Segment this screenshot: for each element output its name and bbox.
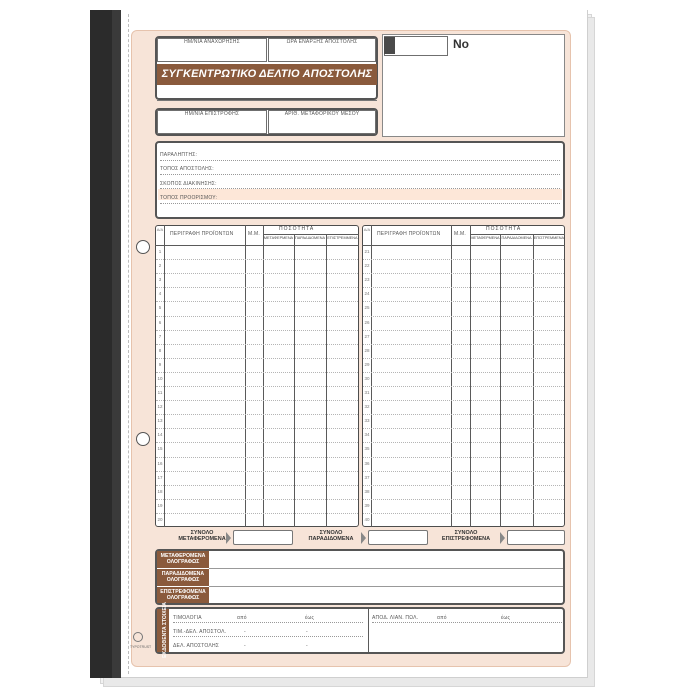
table-row[interactable] [165, 359, 358, 371]
row-number: 23 [364, 277, 370, 282]
retail-from-label: από [437, 615, 447, 621]
total-type: ΠΑΡΑΔΙΔΟΜΕΝΑ [308, 536, 354, 542]
row-number: 39 [364, 503, 370, 508]
shipment-start-time-label: ΩΡΑ ΕΝΑΡΞΗΣ ΑΠΟΣΤΟΛΗΣ [286, 39, 358, 45]
invoices-from-label: από [237, 615, 247, 621]
form-title: ΣΥΓΚΕΝΤΡΩΤΙΚΟ ΔΕΛΤΙΟ ΑΠΟΣΤΟΛΗΣ [157, 64, 377, 85]
row-number: 1 [158, 249, 162, 254]
table-row[interactable] [165, 514, 358, 526]
table-row[interactable] [165, 302, 358, 314]
table-row[interactable] [165, 260, 358, 272]
row-number: 10 [157, 376, 163, 381]
table-row[interactable] [165, 246, 358, 258]
table-row[interactable] [372, 317, 564, 329]
row-number: 5 [158, 305, 162, 310]
recipient-label: ΠΑΡΑΛΗΠΤΗΣ: [160, 152, 198, 158]
table-row[interactable] [165, 401, 358, 413]
row-number: 32 [364, 404, 370, 409]
transport-purpose-label: ΣΚΟΠΟΣ ΔΙΑΚΙΝΗΣΗΣ: [160, 181, 217, 187]
row-number: 34 [364, 432, 370, 437]
total-word: ΣΥΝΟΛΟ [454, 530, 478, 536]
row-number: 21 [364, 249, 370, 254]
delivered-header: ΠΑΡΑΔΙΔΟΜΕΝΑ [501, 236, 532, 240]
row-number: 8 [158, 348, 162, 353]
quantity-subheader-line [263, 234, 359, 235]
words-type: ΕΠΙΣΤΡΕΦΟΜΕΝΑ [160, 589, 206, 595]
binder-hole-icon [136, 432, 150, 446]
words-suffix: ΟΛΟΓΡΑΦΩΣ [166, 577, 200, 583]
row-number: 7 [158, 334, 162, 339]
total-type: ΜΕΤΑΦΕΡΟΜΕΝΑ [178, 536, 226, 542]
table-row[interactable] [372, 472, 564, 484]
description-header: ΠΕΡΙΓΡΑΦΗ ΠΡΟΪΟΝΤΩΝ [170, 231, 234, 237]
table-row[interactable] [372, 274, 564, 286]
binder-hole-icon [136, 240, 150, 254]
words-line[interactable] [209, 586, 563, 587]
recipient-line[interactable] [160, 160, 560, 161]
issued-docs-side-label: ΕΚΔΟΘΕΝΤΑ ΣΤΟΙΧΕΙΑ [161, 602, 168, 658]
row-number: 2 [158, 263, 162, 268]
row-number: 9 [158, 362, 162, 367]
table-row[interactable] [372, 486, 564, 498]
total-word: ΣΥΝΟΛΟ [190, 530, 214, 536]
quantity-header: ΠΟΣΟΤΗΤΑ [486, 226, 522, 232]
destination-label: ΤΟΠΟΣ ΠΡΟΟΡΙΣΜΟΥ: [160, 195, 218, 201]
table-row[interactable] [372, 373, 564, 385]
brand-name: TYPOTRUST [130, 645, 152, 649]
table-row[interactable] [372, 500, 564, 512]
invoices-to-label: έως [305, 615, 315, 621]
return-date-label: ΗΜ/ΝΙΑ ΕΠΙΣΤΡΟΦΗΣ [184, 111, 240, 117]
invoice-delivery-from: - [244, 629, 246, 635]
table-row[interactable] [165, 443, 358, 455]
total-type: ΕΠΙΣΤΡΕΦΟΜΕΝΑ [441, 536, 491, 542]
row-number: 16 [157, 461, 163, 466]
total-transferred-label [177, 530, 227, 542]
retail-receipts-line[interactable] [372, 622, 562, 623]
table-row[interactable] [372, 359, 564, 371]
transferred-words-label [157, 551, 209, 568]
description-header: ΠΕΡΙΓΡΑΦΗ ΠΡΟΪΟΝΤΩΝ [377, 231, 441, 237]
invoices-line[interactable] [173, 622, 363, 623]
row-number: 33 [364, 418, 370, 423]
total-word: ΣΥΝΟΛΟ [319, 530, 343, 536]
table-row[interactable] [165, 274, 358, 286]
arrow-icon [361, 532, 366, 544]
row-number: 27 [364, 334, 370, 339]
row-number: 37 [364, 475, 370, 480]
dispatch-place-label: ΤΟΠΟΣ ΑΠΟΣΤΟΛΗΣ: [160, 166, 214, 172]
table-row[interactable] [372, 246, 564, 258]
row-number: 3 [158, 277, 162, 282]
delivery-notes-to: - [306, 643, 308, 649]
unit-header: Μ.Μ. [248, 231, 260, 237]
table-row[interactable] [372, 345, 564, 357]
table-row[interactable] [372, 288, 564, 300]
row-number: 22 [364, 263, 370, 268]
table-row[interactable] [165, 345, 358, 357]
row-number: 4 [158, 291, 162, 296]
table-row[interactable] [165, 500, 358, 512]
transferred-header: ΜΕΤΑΦΕΡΜΕΝΑ [470, 236, 500, 240]
unit-header: Μ.Μ. [454, 231, 466, 237]
arrow-icon [226, 532, 231, 544]
total-returned-field[interactable] [507, 530, 565, 545]
words-suffix: ΟΛΟΓΡΑΦΩΣ [166, 559, 200, 565]
total-transferred-field[interactable] [233, 530, 293, 545]
invoice-delivery-to: - [306, 629, 308, 635]
row-number: 28 [364, 348, 370, 353]
invoice-delivery-line[interactable] [173, 636, 363, 637]
row-number: 36 [364, 461, 370, 466]
brand-logo-icon [133, 632, 143, 642]
total-returned-label [434, 530, 498, 542]
row-number: 29 [364, 362, 370, 367]
in-words-block [155, 549, 565, 605]
invoice-delivery-label: ΤΙΜ.-ΔΕΛ. ΑΠΟΣΤΟΛ. [173, 629, 227, 635]
table-row[interactable] [372, 260, 564, 272]
row-number: 20 [157, 517, 163, 522]
table-row[interactable] [372, 429, 564, 441]
table-row[interactable] [165, 288, 358, 300]
table-row[interactable] [165, 415, 358, 427]
row-number: 35 [364, 446, 370, 451]
words-type: ΠΑΡΑΔΙΔΟΜΕΝΑ [161, 571, 205, 577]
table-row[interactable] [372, 331, 564, 343]
row-number: 24 [364, 291, 370, 296]
row-number: 31 [364, 390, 370, 395]
total-delivered-field[interactable] [368, 530, 428, 545]
delivered-words-label [157, 569, 209, 586]
aa-header: Α/Α [156, 227, 164, 232]
table-row[interactable] [165, 317, 358, 329]
invoices-label: ΤΙΜΟΛΟΓΙΑ [173, 615, 202, 621]
table-row[interactable] [372, 401, 564, 413]
row-number: 11 [157, 390, 163, 395]
row-number: 40 [364, 517, 370, 522]
transport-purpose-line[interactable] [160, 188, 560, 189]
words-type: ΜΕΤΑΦΕΡΟΜΕΝΑ [160, 553, 206, 559]
purpose-highlight [158, 189, 562, 200]
table-row[interactable] [165, 458, 358, 470]
total-delivered-label [302, 530, 360, 542]
vehicle-number-label: ΑΡΙΘ. ΜΕΤΑΦΟΡΙΚΟΥ ΜΕΣΟΥ [284, 111, 360, 117]
transferred-header: ΜΕΤΑΦΕΡΜΕΝΑ [263, 236, 294, 240]
retail-to-label: έως [501, 615, 511, 621]
table-row[interactable] [372, 415, 564, 427]
dispatch-place-line[interactable] [160, 174, 560, 175]
row-number: 6 [158, 320, 162, 325]
perforation-line [128, 14, 129, 674]
recipient-block [155, 141, 565, 219]
retail-receipts-label: ΑΠΟΔ. ΛΙΑΝ. ΠΩΛ. [372, 615, 419, 621]
words-suffix: ΟΛΟΓΡΑΦΩΣ [166, 595, 200, 601]
table-row[interactable] [372, 387, 564, 399]
returned-header: ΕΠΙΣΤΡΕΜΜΕΝΑ [533, 236, 565, 240]
delivery-notes-from: - [244, 643, 246, 649]
table-row[interactable] [372, 302, 564, 314]
row-number: 30 [364, 376, 370, 381]
words-line[interactable] [209, 568, 563, 569]
returned-header: ΕΠΙΣΤΡΕΜΜΕΝΑ [327, 236, 358, 240]
departure-date-label: ΗΜ/ΝΙΑ ΑΝΑΧΩΡΗΣΗΣ [184, 39, 240, 45]
destination-line[interactable] [160, 203, 560, 204]
docs-divider [368, 609, 369, 652]
table-row[interactable] [372, 458, 564, 470]
arrow-icon [500, 532, 505, 544]
row-number: 15 [157, 446, 163, 451]
delivered-header: ΠΑΡΑΔΙΔΟΜΕΝΑ [294, 236, 326, 240]
row-number: 13 [157, 418, 163, 423]
table-row[interactable] [165, 429, 358, 441]
row-number: 18 [157, 489, 163, 494]
title-underline [157, 85, 377, 101]
row-number: 12 [157, 404, 163, 409]
row-number: 17 [157, 475, 163, 480]
table-row[interactable] [165, 472, 358, 484]
aa-header: Α/Α [363, 227, 371, 232]
table-row[interactable] [165, 486, 358, 498]
row-number: 14 [157, 432, 163, 437]
row-number: 26 [364, 320, 370, 325]
returned-words-label [157, 587, 209, 603]
number-label: No [453, 37, 469, 51]
table-row[interactable] [165, 331, 358, 343]
row-number: 19 [157, 503, 163, 508]
row-number: 25 [364, 305, 370, 310]
table-row[interactable] [372, 443, 564, 455]
row-number: 38 [364, 489, 370, 494]
delivery-notes-label: ΔΕΛ. ΑΠΟΣΤΟΛΗΣ [173, 643, 220, 649]
table-row[interactable] [372, 514, 564, 526]
quantity-header: ΠΟΣΟΤΗΤΑ [279, 226, 315, 232]
quantity-subheader-line [470, 234, 565, 235]
table-row[interactable] [165, 373, 358, 385]
table-row[interactable] [165, 387, 358, 399]
series-tag [384, 37, 395, 54]
